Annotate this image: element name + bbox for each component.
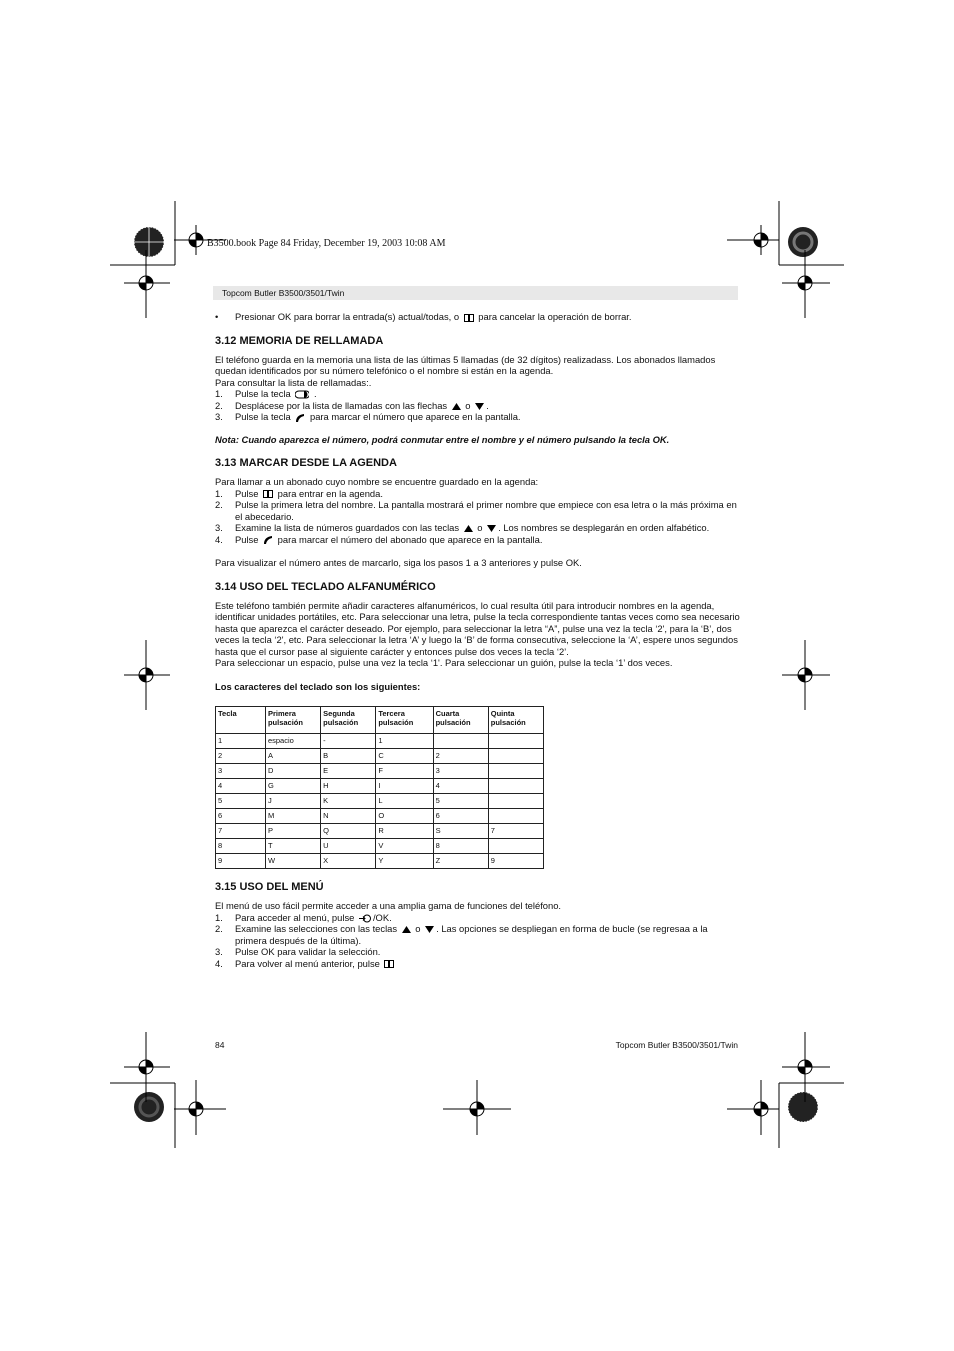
table-header: Segunda pulsación [321,707,376,734]
table-cell: D [265,764,320,779]
table-cell: R [376,824,433,839]
table-row [216,809,544,824]
section-title: 3.13 MARCAR DESDE LA AGENDA [215,457,397,470]
table-cell: 8 [433,839,488,854]
table-cell: 3 [433,764,488,779]
table-cell [488,779,543,794]
book-icon [464,314,474,322]
up-arrow-icon [402,926,411,933]
table-cell: 2 [216,749,266,764]
table-row [216,764,544,779]
table-cell: V [376,839,433,854]
table-cell: O [376,809,433,824]
table-cell: S [433,824,488,839]
table-cell: B [321,749,376,764]
table-caption: Los caracteres del teclado son los siguientes: [215,680,421,692]
table-cell: 1 [376,734,433,749]
table-header: Quinta pulsación [488,707,543,734]
list-item: 3. Examine la lista de números guardados con las teclas o . Los nombres se desplegarán en orden alfabético. [215,522,710,534]
running-header [213,286,738,300]
menu-icon [359,914,371,923]
page-content [215,311,740,969]
paragraph: Para consultar la lista de rellamadas:. [215,376,372,388]
table-cell: Q [321,824,376,839]
print-info: B3500.book Page 84 Friday, December 19, 2003 10:08 AM [207,238,446,249]
table-cell: 5 [216,794,266,809]
list-item: 4. Para volver al menú anterior, pulse [215,958,740,970]
table-cell: 2 [433,749,488,764]
table-cell: H [321,779,376,794]
book-icon [384,960,394,968]
down-arrow-icon [487,525,496,532]
section-title: 3.14 USO DEL TECLADO ALFANUMÉRICO [215,580,436,593]
list-item: 2. Desplácese por la lista de llamadas con las flechas o . [215,399,489,411]
table-cell: 7 [488,824,543,839]
paragraph: El menú de uso fácil permite acceder a una amplia gama de funciones del teléfono. [215,900,562,912]
table-row [216,824,544,839]
table-cell: I [376,779,433,794]
table-row [216,734,544,749]
table-cell: P [265,824,320,839]
table-cell: C [376,749,433,764]
table-cell: M [265,809,320,824]
table-cell [488,764,543,779]
table-row [216,779,544,794]
table-row [216,839,544,854]
section-title: 3.12 MEMORIA DE RELLAMADA [215,334,384,347]
page-number: 84 [215,1040,225,1050]
table-cell [433,734,488,749]
table-cell: Z [433,854,488,869]
table-cell: N [321,809,376,824]
table-cell: X [321,854,376,869]
list-item: 4. Pulse para marcar el número del abonado que aparece en la pantalla. [215,533,543,545]
list-item [215,311,740,323]
list-item: 3. Pulse OK para validar la selección. [215,946,381,958]
paragraph: El teléfono guarda en la memoria una lista de las últimas 5 llamadas (de 32 dígitos) realizadass. Los abonados llamados quedan identificados por su número telefónico o el nombre si están en la agenda. [215,353,716,376]
table-cell: 8 [216,839,266,854]
table-cell: 9 [216,854,266,869]
up-arrow-icon [464,525,473,532]
table-cell: 7 [216,824,266,839]
table-header-row [216,707,544,734]
bullet-mark: • [215,311,219,322]
table-cell: 9 [488,854,543,869]
handset-icon [263,535,273,545]
table-cell: J [265,794,320,809]
table-cell: 1 [216,734,266,749]
table-row [216,749,544,764]
table-cell: L [376,794,433,809]
table-cell: Y [376,854,433,869]
section-title: 3.15 USO DEL MENÚ [215,881,324,894]
table-header: Tecla [216,707,266,734]
table-cell: W [265,854,320,869]
list-item: 3. Pulse la tecla para marcar el número que aparece en la pantalla. [215,411,521,422]
table-cell: E [321,764,376,779]
up-arrow-icon [452,403,461,410]
keypad-table [215,706,544,869]
list-item: 2. Examine las selecciones con las teclas o . Las opciones se despliegan en forma de bucle (se regresaa a la primera después de la última). [215,923,708,946]
list-item: 1. Para acceder al menú, pulse /OK. [215,911,392,923]
table-cell: F [376,764,433,779]
list-item: 1. Pulse la tecla . [215,388,317,399]
paragraph: Para seleccionar un espacio, pulse una vez la tecla ‘1'. Para seleccionar un guión, pulse la tecla ‘1’ dos veces. [215,657,673,669]
table-cell: T [265,839,320,854]
paragraph: Este teléfono también permite añadir caracteres alfanuméricos, lo cual resulta útil para introducir nombres en la agenda, identificar unidades portátiles, etc. Para seleccionar una letra, pulse la tecla correspondiente tantas veces como sea necesario hasta que aparezca el carácter deseado. Por ejemplo, para seleccionar la letra “A”, pulse una vez la tecla ‘2', para la ‘B’, dos veces la tecla ‘2', etc. Para seleccionar la letra ‘A’ y luego la ‘B’ de forma consecutiva, seleccione la ‘A’, espere unos segundos hasta que el cursor pase al siguiente carácter y entonces pulse dos veces la tecla ‘2’. [215,599,740,657]
table-cell: G [265,779,320,794]
redial-icon [295,390,309,399]
footer-title: Topcom Butler B3500/3501/Twin [615,1040,738,1050]
paragraph: Para llamar a un abonado cuyo nombre se encuentre guardado en la agenda: [215,476,539,488]
down-arrow-icon [475,403,484,410]
paragraph: Para visualizar el número antes de marcarlo, siga los pasos 1 a 3 anteriores y pulse OK. [215,557,582,569]
table-cell: A [265,749,320,764]
table-cell: - [321,734,376,749]
handset-icon [295,413,305,423]
table-cell: 4 [433,779,488,794]
down-arrow-icon [425,926,434,933]
table-row [216,854,544,869]
table-cell: 3 [216,764,266,779]
table-cell: U [321,839,376,854]
book-icon [263,490,273,498]
table-cell [488,749,543,764]
header-title: Topcom Butler B3500/3501/Twin [222,288,345,298]
table-cell [488,809,543,824]
list-item: 2. Pulse la primera letra del nombre. La pantalla mostrará el primer nombre que empiece con esa letra o la más próxima en el abecedario. [215,499,737,522]
table-row [216,794,544,809]
bullet-text: Presionar OK para borrar la entrada(s) actual/todas, o para cancelar la operación de borrar. [235,311,632,322]
table-cell: 6 [216,809,266,824]
table-cell [488,734,543,749]
table-cell: espacio [265,734,320,749]
table-header: Primera pulsación [265,707,320,734]
table-cell: K [321,794,376,809]
list-item: 1. Pulse para entrar en la agenda. [215,487,383,499]
table-cell: 5 [433,794,488,809]
table-cell: 4 [216,779,266,794]
table-cell [488,839,543,854]
table-cell: 6 [433,809,488,824]
note: Nota: Cuando aparezca el número, podrá conmutar entre el nombre y el número pulsando la tecla OK. [215,433,670,445]
table-cell [488,794,543,809]
table-header: Cuarta pulsación [433,707,488,734]
table-header: Tercera pulsación [376,707,433,734]
